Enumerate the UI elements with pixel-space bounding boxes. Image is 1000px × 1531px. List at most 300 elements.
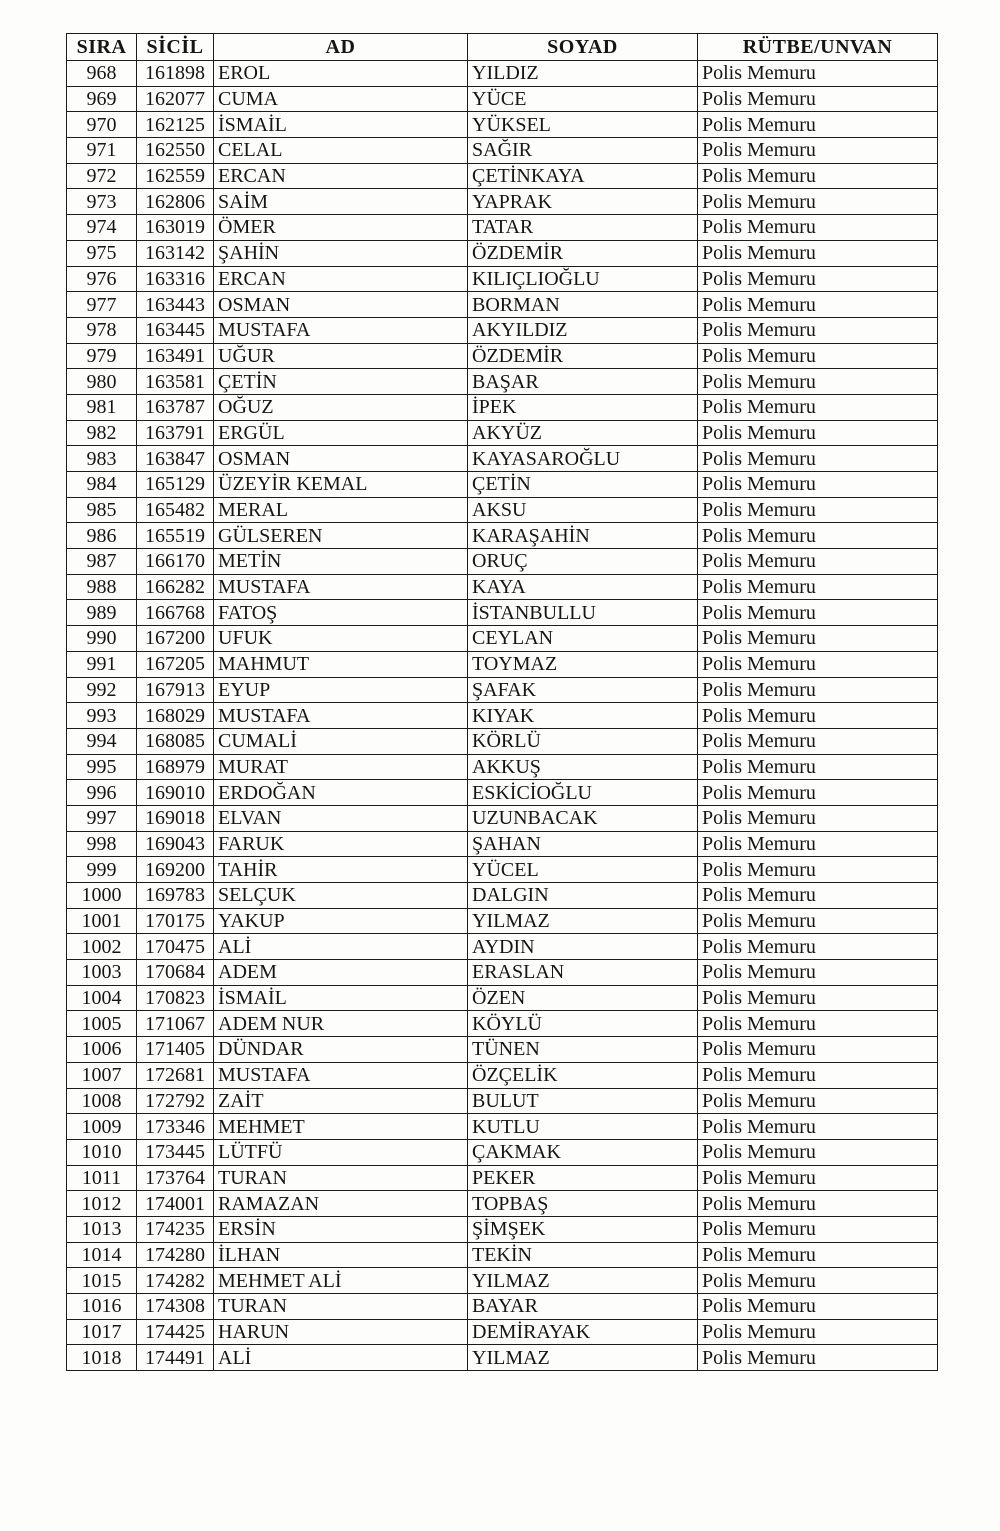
table-row [67, 831, 938, 857]
cell-sira: 1003 [67, 960, 137, 986]
table-row [67, 472, 938, 498]
cell-soyad: KARAŞAHİN [468, 523, 698, 549]
cell-sira: 995 [67, 754, 137, 780]
cell-sicil: 170175 [137, 908, 214, 934]
cell-soyad: SAĞIR [468, 138, 698, 164]
cell-ad: EYUP [214, 677, 468, 703]
cell-rutbe-unvan: Polis Memuru [698, 1114, 938, 1140]
cell-rutbe-unvan: Polis Memuru [698, 240, 938, 266]
cell-ad: CUMA [214, 86, 468, 112]
cell-ad: ADEM [214, 960, 468, 986]
cell-ad: MUSTAFA [214, 574, 468, 600]
cell-soyad: BAŞAR [468, 369, 698, 395]
cell-rutbe-unvan: Polis Memuru [698, 1242, 938, 1268]
cell-ad: ÇETİN [214, 369, 468, 395]
table-row [67, 1062, 938, 1088]
cell-sicil: 166768 [137, 600, 214, 626]
cell-sicil: 170475 [137, 934, 214, 960]
table-row [67, 600, 938, 626]
cell-ad: OSMAN [214, 292, 468, 318]
table-row [67, 1191, 938, 1217]
cell-ad: YAKUP [214, 908, 468, 934]
cell-sicil: 163019 [137, 215, 214, 241]
cell-soyad: ÖZEN [468, 985, 698, 1011]
cell-sicil: 167205 [137, 651, 214, 677]
cell-sicil: 173346 [137, 1114, 214, 1140]
cell-soyad: ŞAHAN [468, 831, 698, 857]
cell-sicil: 162559 [137, 163, 214, 189]
cell-sira: 983 [67, 446, 137, 472]
cell-soyad: ÇETİN [468, 472, 698, 498]
cell-soyad: TEKİN [468, 1242, 698, 1268]
cell-rutbe-unvan: Polis Memuru [698, 677, 938, 703]
cell-sira: 972 [67, 163, 137, 189]
cell-sira: 994 [67, 728, 137, 754]
cell-sira: 988 [67, 574, 137, 600]
cell-sicil: 169018 [137, 805, 214, 831]
table-row [67, 960, 938, 986]
cell-soyad: KILIÇLIOĞLU [468, 266, 698, 292]
table-row [67, 292, 938, 318]
cell-rutbe-unvan: Polis Memuru [698, 292, 938, 318]
cell-soyad: AYDIN [468, 934, 698, 960]
table-row [67, 163, 938, 189]
cell-rutbe-unvan: Polis Memuru [698, 523, 938, 549]
cell-ad: ELVAN [214, 805, 468, 831]
cell-ad: ERCAN [214, 266, 468, 292]
cell-sira: 968 [67, 61, 137, 87]
cell-sicil: 163316 [137, 266, 214, 292]
table-row [67, 883, 938, 909]
cell-ad: MERAL [214, 497, 468, 523]
cell-soyad: İPEK [468, 394, 698, 420]
column-header-sicil: SİCİL [137, 34, 214, 61]
table-row [67, 1165, 938, 1191]
cell-ad: ŞAHİN [214, 240, 468, 266]
column-header-ad: AD [214, 34, 468, 61]
cell-sicil: 170823 [137, 985, 214, 1011]
cell-sicil: 174001 [137, 1191, 214, 1217]
cell-sicil: 167200 [137, 626, 214, 652]
table-row [67, 1242, 938, 1268]
table-row [67, 266, 938, 292]
cell-sira: 977 [67, 292, 137, 318]
cell-rutbe-unvan: Polis Memuru [698, 600, 938, 626]
cell-sira: 1002 [67, 934, 137, 960]
table-row [67, 677, 938, 703]
cell-soyad: ÖZDEMİR [468, 343, 698, 369]
cell-ad: SAİM [214, 189, 468, 215]
cell-sicil: 165482 [137, 497, 214, 523]
cell-rutbe-unvan: Polis Memuru [698, 574, 938, 600]
cell-sira: 1008 [67, 1088, 137, 1114]
cell-sira: 975 [67, 240, 137, 266]
table-row [67, 934, 938, 960]
table-row [67, 343, 938, 369]
cell-ad: CELAL [214, 138, 468, 164]
cell-sicil: 167913 [137, 677, 214, 703]
cell-sira: 984 [67, 472, 137, 498]
cell-rutbe-unvan: Polis Memuru [698, 1216, 938, 1242]
cell-sicil: 161898 [137, 61, 214, 87]
table-row [67, 394, 938, 420]
cell-sicil: 168085 [137, 728, 214, 754]
cell-rutbe-unvan: Polis Memuru [698, 780, 938, 806]
header-row [67, 34, 938, 61]
cell-soyad: AKYÜZ [468, 420, 698, 446]
cell-rutbe-unvan: Polis Memuru [698, 754, 938, 780]
cell-rutbe-unvan: Polis Memuru [698, 626, 938, 652]
table-row [67, 1345, 938, 1371]
cell-rutbe-unvan: Polis Memuru [698, 1011, 938, 1037]
cell-sira: 976 [67, 266, 137, 292]
table-row [67, 523, 938, 549]
cell-ad: MEHMET ALİ [214, 1268, 468, 1294]
cell-rutbe-unvan: Polis Memuru [698, 1268, 938, 1294]
cell-rutbe-unvan: Polis Memuru [698, 1062, 938, 1088]
cell-soyad: ÖZÇELİK [468, 1062, 698, 1088]
cell-soyad: YILDIZ [468, 61, 698, 87]
cell-rutbe-unvan: Polis Memuru [698, 1345, 938, 1371]
cell-sicil: 174280 [137, 1242, 214, 1268]
cell-sicil: 163142 [137, 240, 214, 266]
cell-rutbe-unvan: Polis Memuru [698, 1165, 938, 1191]
table-row [67, 780, 938, 806]
cell-ad: İLHAN [214, 1242, 468, 1268]
cell-sira: 970 [67, 112, 137, 138]
cell-rutbe-unvan: Polis Memuru [698, 934, 938, 960]
cell-sicil: 172792 [137, 1088, 214, 1114]
column-header-rutbe-unvan: RÜTBE/UNVAN [698, 34, 938, 61]
cell-sicil: 166282 [137, 574, 214, 600]
cell-sira: 992 [67, 677, 137, 703]
table-row [67, 112, 938, 138]
table-row [67, 549, 938, 575]
cell-sira: 1001 [67, 908, 137, 934]
cell-soyad: KÖYLÜ [468, 1011, 698, 1037]
cell-ad: ERSİN [214, 1216, 468, 1242]
cell-sicil: 169200 [137, 857, 214, 883]
cell-rutbe-unvan: Polis Memuru [698, 497, 938, 523]
cell-sira: 1016 [67, 1294, 137, 1320]
cell-rutbe-unvan: Polis Memuru [698, 831, 938, 857]
table-row [67, 703, 938, 729]
cell-soyad: KAYASAROĞLU [468, 446, 698, 472]
table-row [67, 1139, 938, 1165]
cell-sicil: 173764 [137, 1165, 214, 1191]
cell-ad: ÜZEYİR KEMAL [214, 472, 468, 498]
cell-ad: HARUN [214, 1319, 468, 1345]
cell-soyad: TOPBAŞ [468, 1191, 698, 1217]
cell-sira: 979 [67, 343, 137, 369]
cell-sira: 1013 [67, 1216, 137, 1242]
cell-rutbe-unvan: Polis Memuru [698, 1088, 938, 1114]
cell-rutbe-unvan: Polis Memuru [698, 728, 938, 754]
cell-rutbe-unvan: Polis Memuru [698, 394, 938, 420]
cell-sira: 1017 [67, 1319, 137, 1345]
cell-sicil: 168029 [137, 703, 214, 729]
cell-rutbe-unvan: Polis Memuru [698, 1139, 938, 1165]
cell-sicil: 172681 [137, 1062, 214, 1088]
cell-rutbe-unvan: Polis Memuru [698, 61, 938, 87]
cell-ad: ERGÜL [214, 420, 468, 446]
cell-sira: 980 [67, 369, 137, 395]
cell-sicil: 162550 [137, 138, 214, 164]
table-row [67, 1294, 938, 1320]
cell-rutbe-unvan: Polis Memuru [698, 908, 938, 934]
cell-soyad: YÜCEL [468, 857, 698, 883]
cell-soyad: DEMİRAYAK [468, 1319, 698, 1345]
cell-sicil: 163787 [137, 394, 214, 420]
cell-ad: ERCAN [214, 163, 468, 189]
table-row [67, 626, 938, 652]
cell-sicil: 171067 [137, 1011, 214, 1037]
cell-soyad: ÇAKMAK [468, 1139, 698, 1165]
cell-ad: UĞUR [214, 343, 468, 369]
cell-sira: 969 [67, 86, 137, 112]
cell-rutbe-unvan: Polis Memuru [698, 343, 938, 369]
cell-ad: GÜLSEREN [214, 523, 468, 549]
table-row [67, 420, 938, 446]
cell-sira: 982 [67, 420, 137, 446]
cell-rutbe-unvan: Polis Memuru [698, 138, 938, 164]
cell-ad: MAHMUT [214, 651, 468, 677]
cell-sira: 1006 [67, 1037, 137, 1063]
cell-sicil: 174282 [137, 1268, 214, 1294]
cell-sicil: 162077 [137, 86, 214, 112]
cell-sira: 993 [67, 703, 137, 729]
cell-soyad: TOYMAZ [468, 651, 698, 677]
cell-rutbe-unvan: Polis Memuru [698, 112, 938, 138]
cell-soyad: BORMAN [468, 292, 698, 318]
cell-rutbe-unvan: Polis Memuru [698, 163, 938, 189]
cell-rutbe-unvan: Polis Memuru [698, 1191, 938, 1217]
cell-soyad: ÇETİNKAYA [468, 163, 698, 189]
cell-sicil: 163581 [137, 369, 214, 395]
table-row [67, 1011, 938, 1037]
cell-soyad: DALGIN [468, 883, 698, 909]
table-row [67, 369, 938, 395]
cell-sicil: 163443 [137, 292, 214, 318]
cell-ad: ÖMER [214, 215, 468, 241]
cell-sicil: 163791 [137, 420, 214, 446]
cell-sira: 986 [67, 523, 137, 549]
cell-rutbe-unvan: Polis Memuru [698, 369, 938, 395]
cell-sira: 990 [67, 626, 137, 652]
cell-soyad: YILMAZ [468, 908, 698, 934]
column-header-soyad: SOYAD [468, 34, 698, 61]
table-row [67, 317, 938, 343]
cell-ad: OĞUZ [214, 394, 468, 420]
cell-ad: MURAT [214, 754, 468, 780]
cell-sira: 987 [67, 549, 137, 575]
cell-sicil: 165519 [137, 523, 214, 549]
cell-ad: FARUK [214, 831, 468, 857]
table-row [67, 446, 938, 472]
cell-ad: ALİ [214, 1345, 468, 1371]
cell-sira: 973 [67, 189, 137, 215]
cell-soyad: AKSU [468, 497, 698, 523]
cell-sira: 1005 [67, 1011, 137, 1037]
cell-sicil: 166170 [137, 549, 214, 575]
cell-sira: 1015 [67, 1268, 137, 1294]
cell-rutbe-unvan: Polis Memuru [698, 446, 938, 472]
cell-ad: ADEM NUR [214, 1011, 468, 1037]
table-row [67, 651, 938, 677]
cell-soyad: KAYA [468, 574, 698, 600]
cell-sira: 1011 [67, 1165, 137, 1191]
cell-ad: SELÇUK [214, 883, 468, 909]
cell-sicil: 169010 [137, 780, 214, 806]
cell-soyad: YILMAZ [468, 1268, 698, 1294]
table-header [67, 34, 938, 61]
table-row [67, 857, 938, 883]
table-row [67, 86, 938, 112]
cell-soyad: PEKER [468, 1165, 698, 1191]
cell-rutbe-unvan: Polis Memuru [698, 215, 938, 241]
cell-soyad: ŞAFAK [468, 677, 698, 703]
table-row [67, 1268, 938, 1294]
cell-sicil: 174425 [137, 1319, 214, 1345]
cell-ad: İSMAİL [214, 112, 468, 138]
cell-ad: TAHİR [214, 857, 468, 883]
cell-ad: DÜNDAR [214, 1037, 468, 1063]
cell-rutbe-unvan: Polis Memuru [698, 960, 938, 986]
column-header-sira: SIRA [67, 34, 137, 61]
cell-rutbe-unvan: Polis Memuru [698, 857, 938, 883]
cell-ad: TURAN [214, 1294, 468, 1320]
cell-ad: İSMAİL [214, 985, 468, 1011]
cell-sicil: 169043 [137, 831, 214, 857]
cell-sicil: 173445 [137, 1139, 214, 1165]
personnel-table [66, 33, 938, 1371]
table-row [67, 908, 938, 934]
table-row [67, 215, 938, 241]
cell-sira: 1000 [67, 883, 137, 909]
cell-soyad: YÜCE [468, 86, 698, 112]
cell-rutbe-unvan: Polis Memuru [698, 189, 938, 215]
cell-sira: 991 [67, 651, 137, 677]
cell-soyad: YÜKSEL [468, 112, 698, 138]
cell-ad: MUSTAFA [214, 317, 468, 343]
cell-soyad: TÜNEN [468, 1037, 698, 1063]
cell-rutbe-unvan: Polis Memuru [698, 266, 938, 292]
cell-soyad: UZUNBACAK [468, 805, 698, 831]
cell-soyad: BAYAR [468, 1294, 698, 1320]
table-row [67, 1319, 938, 1345]
cell-sira: 1012 [67, 1191, 137, 1217]
table-row [67, 1037, 938, 1063]
cell-sira: 989 [67, 600, 137, 626]
cell-sira: 997 [67, 805, 137, 831]
table-row [67, 1114, 938, 1140]
cell-soyad: KIYAK [468, 703, 698, 729]
cell-sira: 985 [67, 497, 137, 523]
table-row [67, 574, 938, 600]
cell-sicil: 168979 [137, 754, 214, 780]
cell-soyad: AKKUŞ [468, 754, 698, 780]
table-row [67, 240, 938, 266]
cell-soyad: YILMAZ [468, 1345, 698, 1371]
cell-soyad: YAPRAK [468, 189, 698, 215]
cell-ad: OSMAN [214, 446, 468, 472]
table-body [67, 61, 938, 1371]
cell-sira: 1007 [67, 1062, 137, 1088]
cell-ad: EROL [214, 61, 468, 87]
cell-ad: MUSTAFA [214, 1062, 468, 1088]
cell-sira: 1004 [67, 985, 137, 1011]
cell-sira: 974 [67, 215, 137, 241]
cell-ad: ZAİT [214, 1088, 468, 1114]
cell-soyad: KUTLU [468, 1114, 698, 1140]
cell-soyad: BULUT [468, 1088, 698, 1114]
cell-ad: FATOŞ [214, 600, 468, 626]
cell-sicil: 174235 [137, 1216, 214, 1242]
cell-ad: CUMALİ [214, 728, 468, 754]
table-row [67, 754, 938, 780]
cell-sira: 1018 [67, 1345, 137, 1371]
cell-sicil: 169783 [137, 883, 214, 909]
cell-soyad: TATAR [468, 215, 698, 241]
cell-sira: 999 [67, 857, 137, 883]
cell-soyad: AKYILDIZ [468, 317, 698, 343]
cell-ad: MUSTAFA [214, 703, 468, 729]
cell-ad: METİN [214, 549, 468, 575]
cell-sicil: 171405 [137, 1037, 214, 1063]
cell-rutbe-unvan: Polis Memuru [698, 883, 938, 909]
cell-soyad: ŞİMŞEK [468, 1216, 698, 1242]
cell-soyad: KÖRLÜ [468, 728, 698, 754]
cell-rutbe-unvan: Polis Memuru [698, 651, 938, 677]
cell-rutbe-unvan: Polis Memuru [698, 317, 938, 343]
cell-soyad: ORUÇ [468, 549, 698, 575]
cell-soyad: ESKİCİOĞLU [468, 780, 698, 806]
cell-sira: 971 [67, 138, 137, 164]
cell-ad: ERDOĞAN [214, 780, 468, 806]
cell-ad: MEHMET [214, 1114, 468, 1140]
cell-soyad: İSTANBULLU [468, 600, 698, 626]
cell-soyad: CEYLAN [468, 626, 698, 652]
cell-ad: LÜTFÜ [214, 1139, 468, 1165]
table-row [67, 1088, 938, 1114]
cell-sicil: 174308 [137, 1294, 214, 1320]
table-row [67, 985, 938, 1011]
cell-sicil: 162125 [137, 112, 214, 138]
cell-sicil: 163445 [137, 317, 214, 343]
cell-rutbe-unvan: Polis Memuru [698, 805, 938, 831]
cell-sira: 981 [67, 394, 137, 420]
cell-rutbe-unvan: Polis Memuru [698, 1037, 938, 1063]
table-row [67, 61, 938, 87]
table-row [67, 805, 938, 831]
cell-ad: RAMAZAN [214, 1191, 468, 1217]
cell-rutbe-unvan: Polis Memuru [698, 472, 938, 498]
cell-sicil: 162806 [137, 189, 214, 215]
cell-soyad: ÖZDEMİR [468, 240, 698, 266]
cell-ad: ALİ [214, 934, 468, 960]
cell-soyad: ERASLAN [468, 960, 698, 986]
cell-sicil: 163491 [137, 343, 214, 369]
table-row [67, 138, 938, 164]
cell-ad: TURAN [214, 1165, 468, 1191]
cell-rutbe-unvan: Polis Memuru [698, 86, 938, 112]
table-row [67, 497, 938, 523]
cell-sira: 998 [67, 831, 137, 857]
cell-sira: 1010 [67, 1139, 137, 1165]
cell-rutbe-unvan: Polis Memuru [698, 703, 938, 729]
cell-sira: 1014 [67, 1242, 137, 1268]
table-row [67, 1216, 938, 1242]
